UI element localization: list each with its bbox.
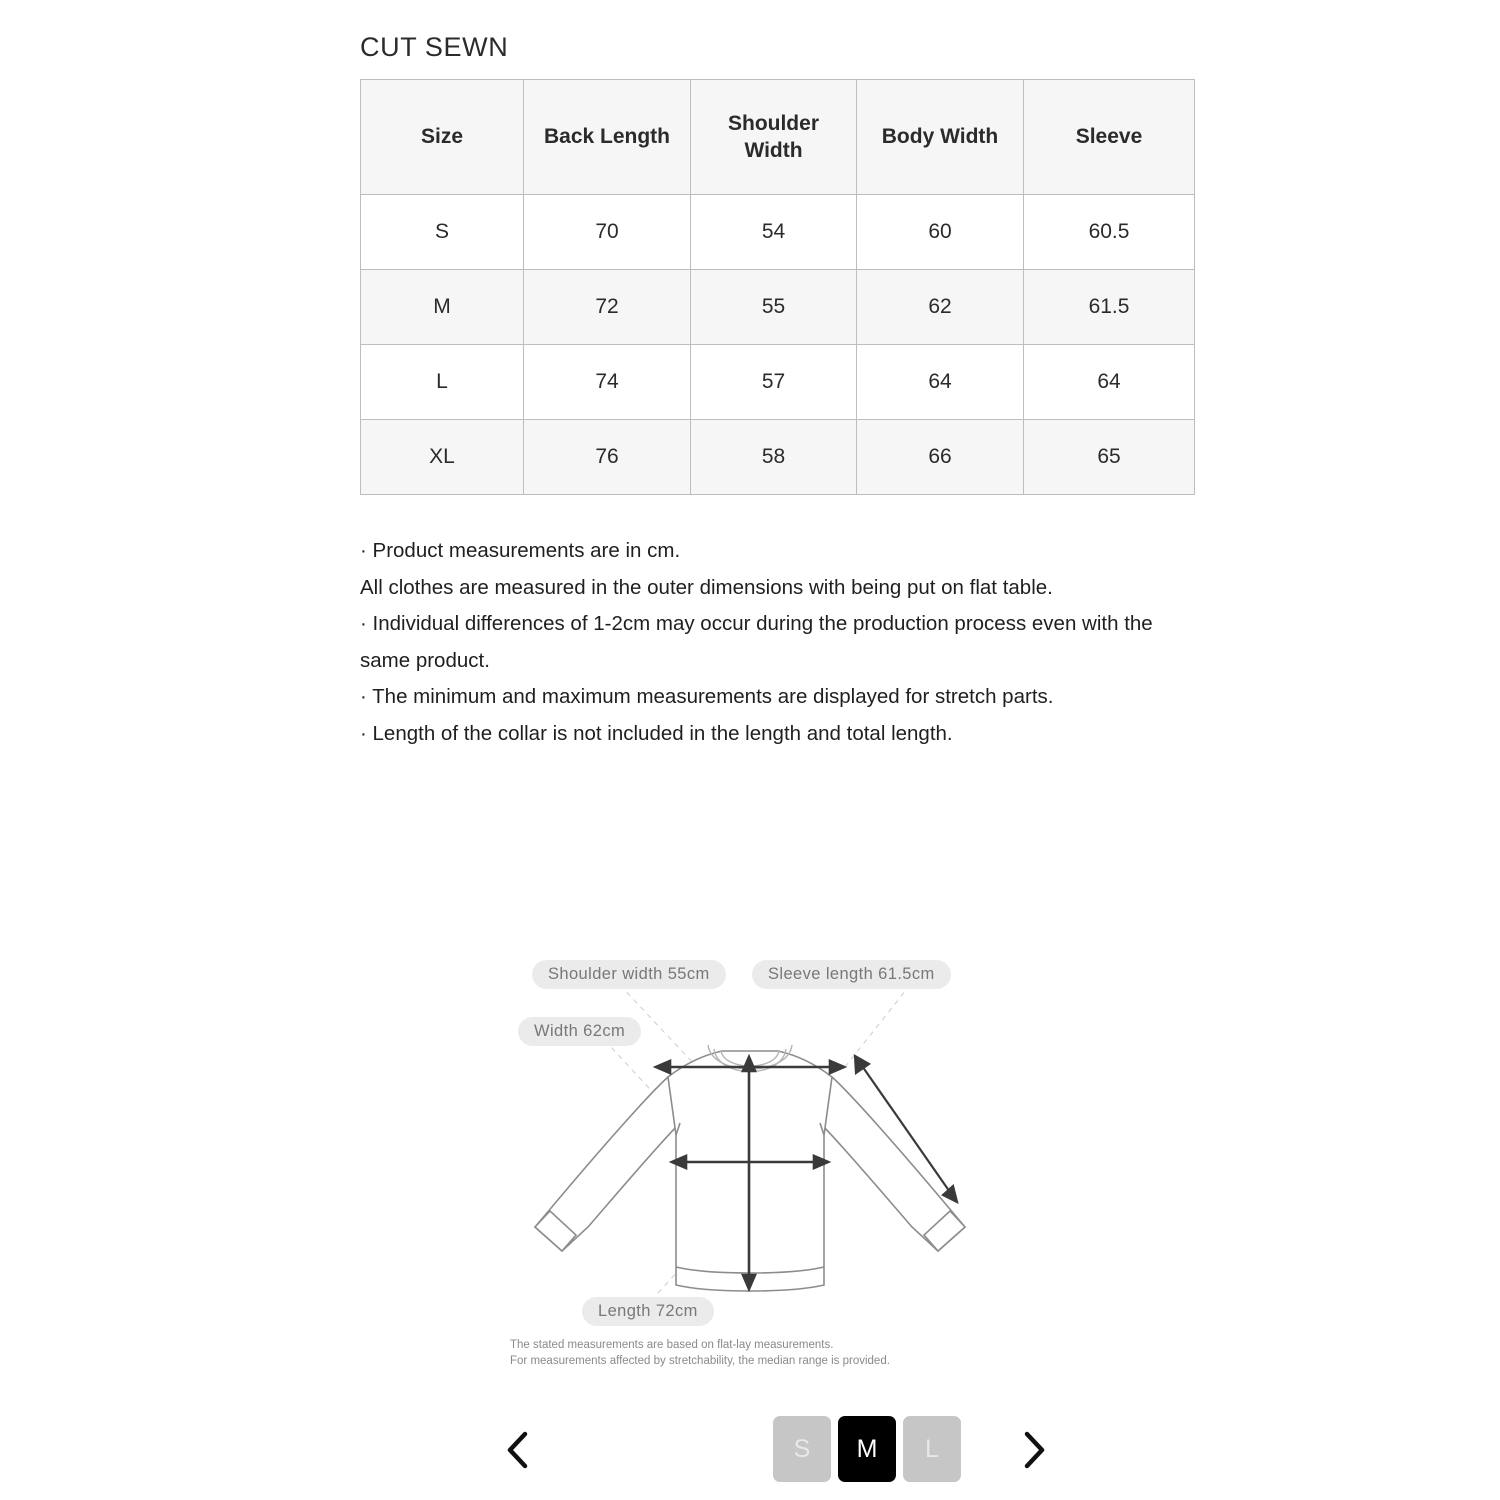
chevron-left-icon (504, 1428, 534, 1472)
cell-shoulder-width: 58 (691, 420, 857, 495)
note-line-4: · The minimum and maximum measurements are displayed for stretch parts. (360, 685, 1054, 708)
label-shoulder-width: Shoulder width 55cm (532, 960, 726, 989)
cell-size: M (361, 270, 524, 345)
fineprint-line-1: The stated measurements are based on flat-lay measurements. (510, 1339, 834, 1351)
cell-body-width: 66 (857, 420, 1024, 495)
note-line-1: · Product measurements are in cm. (360, 539, 681, 562)
cell-size: XL (361, 420, 524, 495)
column-header-back-length: Back Length (524, 80, 691, 195)
next-button[interactable] (1011, 1428, 1055, 1472)
note-line-3: · Individual differences of 1-2cm may occur during the production process even with the same product. (360, 612, 1153, 672)
cell-back-length: 72 (524, 270, 691, 345)
cell-back-length: 74 (524, 345, 691, 420)
fineprint-line-2: For measurements affected by stretchability, the median range is provided. (510, 1355, 890, 1367)
label-sleeve-length: Sleeve length 61.5cm (752, 960, 951, 989)
note-line-5: · Length of the collar is not included in the length and total length. (360, 721, 953, 745)
cell-back-length: 76 (524, 420, 691, 495)
cell-shoulder-width: 57 (691, 345, 857, 420)
label-body-width: Width 62cm (518, 1017, 641, 1046)
column-header-sleeve: Sleeve (1024, 80, 1195, 195)
column-header-size: Size (361, 80, 524, 195)
size-selector-bar (0, 1400, 1500, 1500)
note-line-2: All clothes are measured in the outer dimensions with being put on flat table. (360, 575, 1053, 599)
cell-sleeve: 61.5 (1024, 270, 1195, 345)
table-row (361, 270, 1195, 345)
column-header-shoulder-width: Shoulder Width (691, 80, 857, 195)
diagram-fineprint (510, 1337, 890, 1369)
size-option-group (773, 1416, 961, 1482)
cell-sleeve: 60.5 (1024, 195, 1195, 270)
cell-shoulder-width: 55 (691, 270, 857, 345)
page-title: CUT SEWN (360, 32, 509, 62)
cell-body-width: 64 (857, 345, 1024, 420)
cell-sleeve: 65 (1024, 420, 1195, 495)
label-length: Length 72cm (582, 1297, 714, 1326)
size-chart-table (360, 79, 1195, 495)
cell-sleeve: 64 (1024, 345, 1195, 420)
cell-shoulder-width: 54 (691, 195, 857, 270)
chevron-right-icon (1018, 1428, 1048, 1472)
table-header (361, 80, 1195, 195)
size-option-m[interactable]: M (838, 1416, 896, 1482)
cell-size: S (361, 195, 524, 270)
column-header-body-width: Body Width (857, 80, 1024, 195)
table-row (361, 195, 1195, 270)
cell-back-length: 70 (524, 195, 691, 270)
previous-button[interactable] (497, 1428, 541, 1472)
size-option-s[interactable]: S (773, 1416, 831, 1482)
table-header-row (361, 80, 1195, 195)
measurement-notes (360, 533, 1160, 752)
cell-body-width: 62 (857, 270, 1024, 345)
table-row (361, 420, 1195, 495)
table-row (361, 345, 1195, 420)
table-body (361, 195, 1195, 495)
garment-diagram (490, 945, 1010, 1365)
garment-illustration-svg (490, 945, 1010, 1365)
cell-body-width: 60 (857, 195, 1024, 270)
cell-size: L (361, 345, 524, 420)
size-option-l[interactable]: L (903, 1416, 961, 1482)
